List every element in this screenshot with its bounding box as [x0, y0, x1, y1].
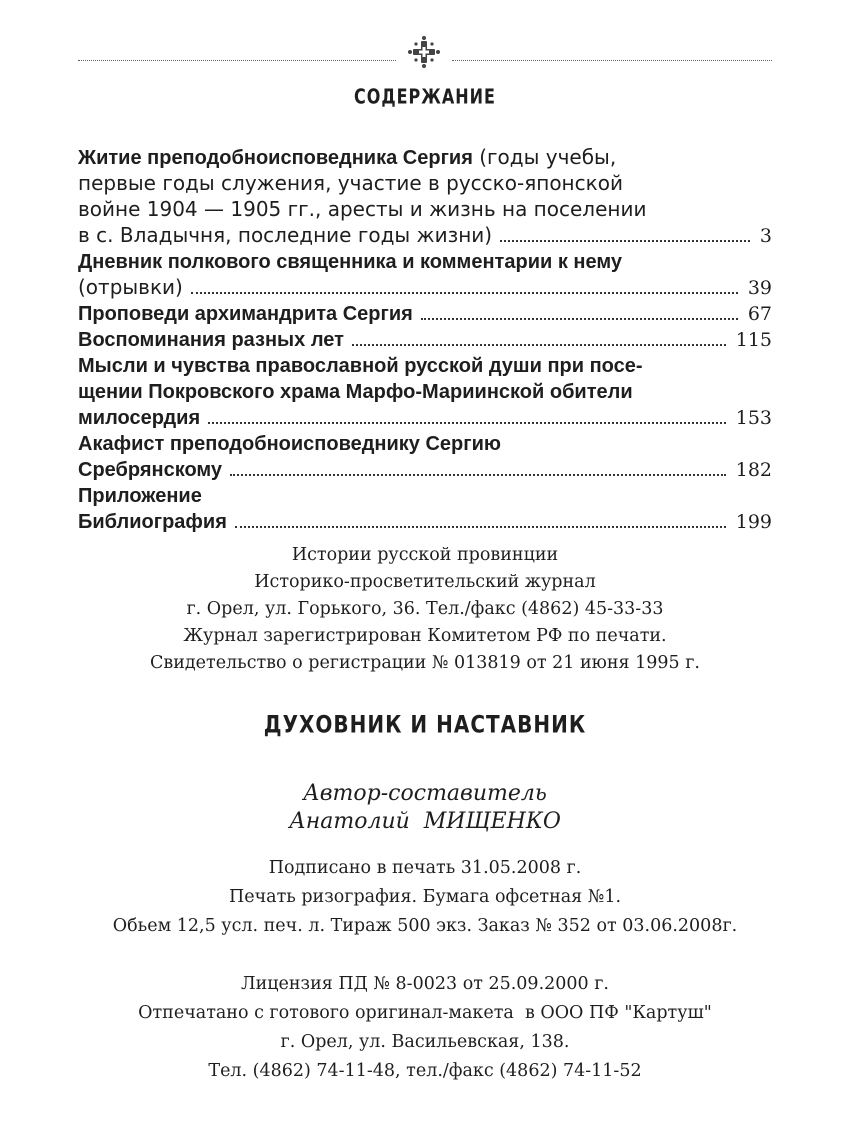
toc-entry-title: Приложение [78, 485, 202, 507]
imprint-line: Свидетельство о регистрации № 013819 от 21 июня 1995 г. [149, 653, 700, 673]
print-info-line: Печать ризография. Бумага офсетная №1. [228, 887, 622, 907]
toc-line [78, 170, 772, 196]
toc-line-text [78, 326, 344, 353]
toc-entry-note: (отрывки) [78, 275, 183, 299]
header-rule-right [452, 60, 772, 61]
toc-line-text [78, 300, 413, 327]
toc-line [78, 248, 772, 274]
imprint-line: Историко-просветительский журнал [254, 572, 596, 592]
dot-leader [235, 526, 726, 528]
toc-entry [78, 326, 772, 352]
toc-entry [78, 352, 772, 430]
toc-line-text [78, 508, 227, 535]
toc-entry [78, 144, 772, 248]
toc-line-text [78, 222, 492, 248]
toc-line [78, 430, 772, 456]
journal-imprint [0, 542, 850, 677]
toc-page-number: 153 [735, 407, 772, 429]
toc-line-text [78, 456, 222, 483]
toc-line [78, 404, 772, 430]
toc-line [78, 352, 772, 378]
author-role: Автор-составитель [303, 781, 547, 806]
toc-entry-title: Дневник полкового священника и комментарии к нему [78, 251, 622, 273]
contents-heading: СОДЕРЖАНИЕ [354, 84, 496, 109]
toc-entry-note: войне 1904 — 1905 гг., аресты и жизнь на поселении [78, 197, 647, 221]
toc-entry-note: (годы учебы, [472, 145, 617, 169]
table-of-contents [78, 144, 772, 534]
toc-entry-title: Библиография [78, 511, 227, 533]
toc-entry-note: в с. Владычня, последние годы жизни) [78, 223, 493, 247]
dot-leader [500, 240, 750, 242]
author-name: Анатолий МИЩЕНКО [289, 809, 561, 834]
toc-entry-title: Житие преподобноисповедника Сергия [78, 147, 473, 169]
print-info-line: Подписано в печать 31.05.2008 г. [268, 858, 582, 878]
toc-line [78, 456, 772, 482]
dot-leader [352, 344, 726, 346]
print-info [0, 854, 850, 941]
author-block [0, 780, 850, 836]
dot-leader [208, 422, 726, 424]
toc-line [78, 196, 772, 222]
toc-entry-title: милосердия [78, 407, 201, 429]
toc-page-number: 199 [735, 511, 772, 533]
toc-line [78, 378, 772, 404]
toc-page-number: 3 [759, 225, 772, 247]
toc-entry-title: щении Покровского храма Марфо-Мариинской обители [78, 381, 633, 403]
toc-entry-title: Проповеди архимандрита Сергия [78, 303, 413, 325]
imprint-line: Истории русской провинции [291, 545, 559, 565]
toc-line [78, 508, 772, 534]
toc-page-number: 67 [747, 303, 772, 325]
toc-line [78, 300, 772, 326]
toc-page-number: 39 [747, 277, 772, 299]
book-title: ДУХОВНИК И НАСТАВНИК [263, 709, 587, 739]
license-info-line: Отпечатано с готового оригинал-макета в ООО ПФ "Картуш" [138, 1003, 712, 1023]
toc-entry [78, 430, 772, 482]
imprint-line: г. Орел, ул. Горького, 36. Тел./факс (4862) 45-33-33 [186, 599, 664, 619]
dot-leader [421, 318, 738, 320]
print-info-line: Обьем 12,5 усл. печ. л. Тираж 500 экз. Заказ № 352 от 03.06.2008г. [112, 916, 738, 936]
license-info-line: Лицензия ПД № 8-0023 от 25.09.2000 г. [241, 974, 609, 994]
toc-line [78, 326, 772, 352]
toc-entry-title: Мысли и чувства православной русской души при посе- [78, 355, 643, 377]
license-info-line: Тел. (4862) 74-11-48, тел./факс (4862) 74-11-52 [208, 1061, 642, 1081]
license-info [0, 970, 850, 1086]
header-rule-left [78, 60, 396, 61]
toc-page-number: 182 [735, 459, 772, 481]
toc-entry [78, 300, 772, 326]
toc-entry-note: первые годы служения, участие в русско-японской [78, 171, 623, 195]
toc-line-text [78, 404, 200, 431]
dot-leader [191, 292, 738, 294]
toc-entry [78, 248, 772, 300]
toc-entry [78, 482, 772, 534]
toc-entry-title: Сребрянскому [78, 459, 223, 481]
toc-line [78, 222, 772, 248]
orthodox-cross-ornament-icon [404, 32, 444, 72]
toc-line [78, 274, 772, 300]
toc-line [78, 482, 772, 508]
toc-entry-title: Акафист преподобноисповеднику Сергию [78, 433, 501, 455]
toc-page-number: 115 [735, 329, 772, 351]
toc-line-text [78, 274, 183, 300]
dot-leader [230, 474, 726, 476]
license-info-line: г. Орел, ул. Васильевская, 138. [280, 1032, 570, 1052]
imprint-line: Журнал зарегистрирован Комитетом РФ по печати. [183, 626, 667, 646]
toc-line [78, 144, 772, 170]
toc-entry-title: Воспоминания разных лет [78, 329, 344, 351]
